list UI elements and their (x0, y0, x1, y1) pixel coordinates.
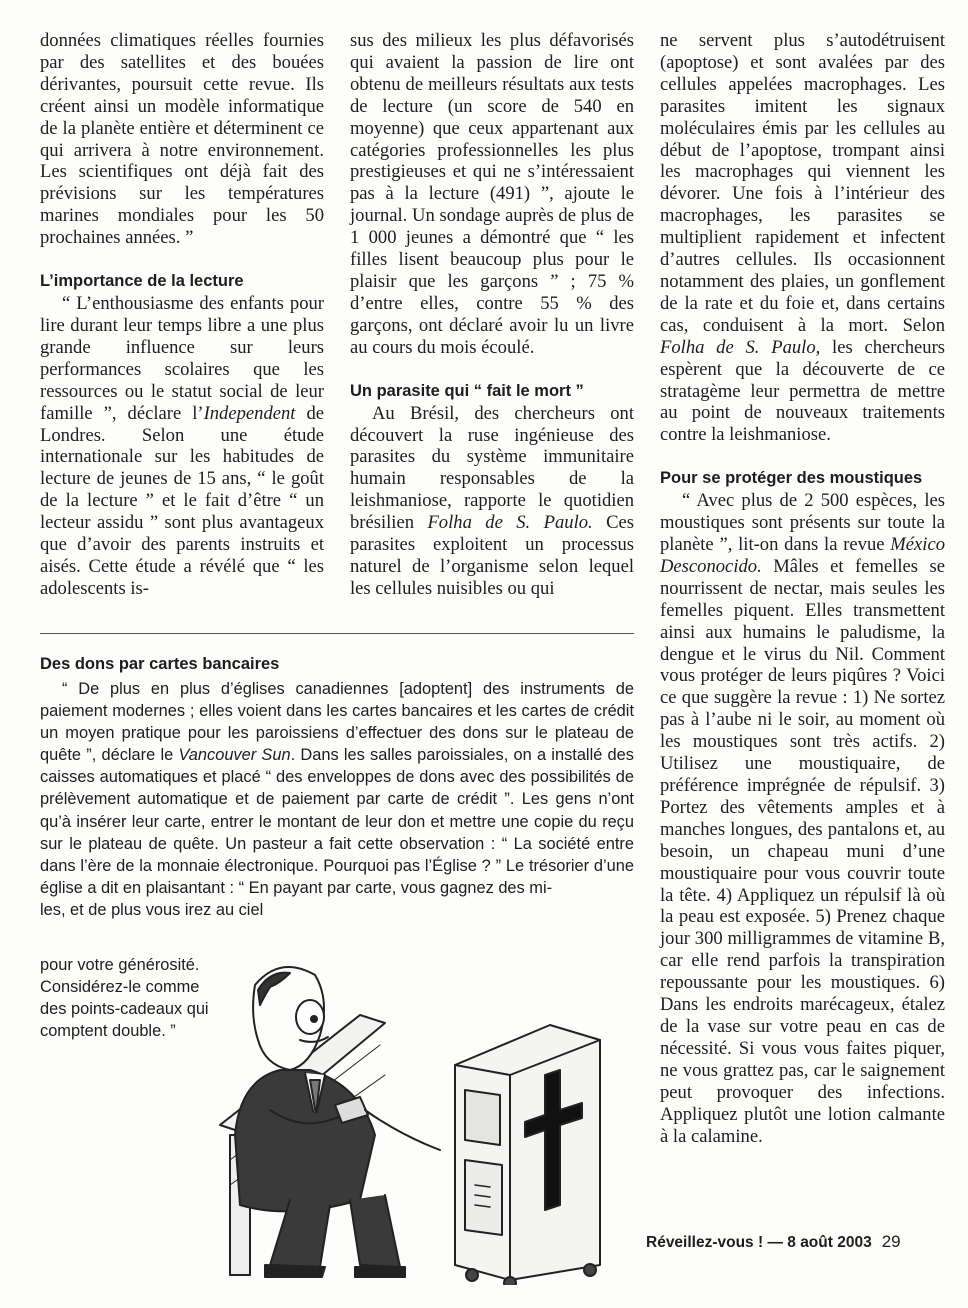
source-folha: Folha de S. Paulo. (427, 512, 593, 534)
tail-line-1: pour votre générosité. (40, 956, 200, 974)
magazine-issue: Réveillez-vous ! — 8 août 2003 (646, 1234, 872, 1251)
sidebar-donations (40, 654, 634, 921)
article-text-reading: “ L’enthousiasme des enfants pour lire durant leur temps libre a une plus grande influence sur leurs performances scolaires que les ressources ou le statut social de leur famille ”, déclare l’Independent de Londres. Selon une étude internationale sur les habitudes de lecture de jeunes de 15 ans, “ le goût de la lecture ” et le fait d’être “ un lecteur assidu ” sont plus avantageux que d’avoir des parents instruits et aisés. Cette étude a révélé que “ les adolescents is- (40, 293, 325, 599)
article-text-climate-end: données climatiques réelles fournies par des satellites et des bouées dérivantes, poursuit cette revue. Ils créent ainsi un modèle informatique de la planète entière et déterminent ce qui arrivera à notre environnement. Les scientifiques ont déjà fait des prévisions sur les températures marines mondiales pour les 50 prochaines années. ” (40, 30, 324, 249)
article-text-parasite: Au Brésil, des chercheurs ont découvert la ruse ingénieuse des parasites du système immunitaire humain responsables de la leishmaniose, rapporte le quotidien brésilien Folha de S. Paulo. Ces parasites exploitent un processus naturel de l’organisme selon lequel les cellules nuisibles ou qui (350, 402, 634, 599)
source-mexico: México Desconocido. (660, 534, 945, 577)
page-footer (646, 1232, 946, 1252)
source-folha-2: Folha de S. Paulo, (660, 336, 821, 358)
column-1 (40, 30, 324, 600)
donation-machine-illustration (455, 1025, 600, 1285)
article-text-donations: “ De plus en plus d’églises canadiennes [adoptent] des instruments de paiement modernes ; elles voient dans les cartes bancaires et les cartes de crédit un moyen pratique pour les paroissiens d’effectuer des dons sur le plateau de quête ”, déclare le Vancouver Sun. Dans les salles paroissiales, on a installé des caisses automatiques et placé “ des enveloppes de dons avec des possibilités de prélèvement automatique et de paiement par carte de crédit ”. Les gens n’ont qu’à insérer leur carte, entrer le montant de leur don et mettre une copie du reçu sur le plateau de quête. Un pasteur a fait cette observation : “ La société entre dans l’ère de la monnaie électronique. Pourquoi pas l’Église ? ” Le trésorier d’une église a dit en plaisantant : “ En payant par carte, vous gagnez des mi- (40, 680, 634, 897)
source-vancouver-sun: Vancouver Sun (178, 746, 291, 765)
man-illustration (235, 967, 405, 1277)
source-independent: Independent (203, 402, 296, 424)
heading-donations: Des dons par cartes bancaires (40, 655, 280, 673)
column-2 (350, 30, 634, 600)
heading-reading: L’importance de la lecture (40, 272, 244, 291)
article-text-reading-cont: sus des milieux les plus défavorisés qui avaient la passion de lire ont obtenu de meilleurs résultats aux tests de lecture (un score de 540 en moyenne) que ceux appartenant aux catégories professionnelles les plus prestigieuses et qui ne s’intéressaient pas à la lecture (491) ”, ajoute le journal. Un sondage auprès de plus de 1 000 jeunes a démontré que “ les filles lisent beaucoup plus pour le plaisir que les garçons ” ; 75 % d’entre elles, contre 55 % des garçons, ont déclaré avoir lu un livre au cours du mois écoulé. (350, 30, 634, 358)
heading-mosquitoes: Pour se protéger des moustiques (660, 469, 923, 488)
article-text-donations-line: les, et de plus vous irez au ciel (40, 900, 264, 919)
column-3 (660, 30, 945, 1147)
tail-line-4: comptent double. ” (40, 1022, 176, 1041)
section-divider (40, 633, 634, 634)
tail-line-2: Considérez-le comme (40, 978, 200, 997)
tail-line-3: des points-cadeaux qui (40, 1000, 209, 1019)
article-text-mosquitoes: “ Avec plus de 2 500 espèces, les moustiques sont présents sur toute la planète ”, lit-on dans la revue México Desconocido. Mâles et femelles se nourrissent de nectar, mais seules les femelles piquent. Elles transmettent ainsi aux humains le paludisme, la dengue et le virus du Nil. Comment vous protéger de leurs piqûres ? Voici ce que suggère la revue : 1) Ne sortez pas à l’aube ni le soir, au moment où les moustiques sont très actifs. 2) Utilisez une moustiquaire, de préférence imprégnée de répulsif. 3) Portez des vêtements amples et à manches longues, des pantalons et, au besoin, un chapeau muni d’une moustiquaire pour vous couvrir toute la tête. 4) Appliquez un répulsif là où la peau est exposée. 5) Prenez chaque jour 300 milligrammes de vitamine B, car elle rend parfois la transpiration repoussante pour les moustiques. 6) Dans les endroits marécageux, étalez de la vase sur votre peau en cas de nécessité. Si vous vous faites piquer, ne vous grattez pas, car le saignement peut provoquer des infections. Appliquez plutôt une lotion calmante à la calamine. (660, 490, 945, 1147)
article-text-parasite-cont: ne servent plus s’autodétruisent (apoptose) et sont avalées par des cellules appelées macrophages. Les parasites imitent les signaux moléculaires émis par les cellules au début de l’apoptose, trompant ainsi les macrophages qui viennent les dévorer. Une fois à l’intérieur des macrophages, les parasites se multiplient rapidement et infectent d’autres cellules. Ils occasionnent notamment des plaies, un gonflement de la rate et du foie et, dans certains cas, conduisent à la mort. Selon Folha de S. Paulo, les chercheurs espèrent que la découverte de ce stratagème leur permettra de mettre au point de nouveaux traitements contre la leishmaniose. (660, 30, 945, 446)
heading-parasite: Un parasite qui “ fait le mort ” (350, 381, 584, 400)
page-number: 29 (881, 1232, 901, 1251)
card-reader-cable (365, 1110, 440, 1150)
cartoon-illustration (210, 945, 630, 1285)
